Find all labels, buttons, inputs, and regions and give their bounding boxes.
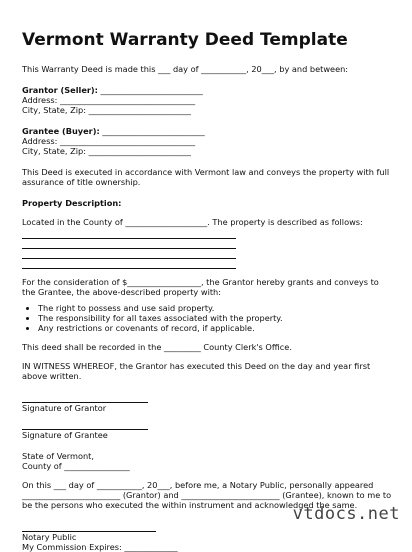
notary-signature-block: [22, 521, 394, 552]
notary-public-label: Notary Public: [22, 532, 77, 542]
commission-expires: My Commission Expires: _____________: [22, 542, 178, 552]
consideration-paragraph: For the consideration of $__________________, the Grantor hereby grants and conveys to the Grantee, the above-described property with:: [22, 277, 379, 297]
witness-paragraph: IN WITNESS WHEREOF, the Grantor has executed this Deed on the day and year first above written.: [22, 361, 371, 381]
recorded-paragraph: This deed shall be recorded in the _________ County Clerk's Office.: [22, 342, 292, 352]
conveyance-list: [22, 303, 394, 333]
grantor-address: Address: _________________________________: [22, 95, 196, 105]
grantee-city: City, State, Zip: _________________________: [22, 146, 191, 156]
grantee-signature-block: [22, 419, 394, 440]
blank-line: [22, 249, 236, 259]
state-line: State of Vermont,: [22, 451, 94, 461]
grantor-signature-label: Signature of Grantor: [22, 403, 107, 413]
located-paragraph: Located in the County of ____________________. The property is described as follows:: [22, 217, 363, 227]
grantee-name-line: _________________________: [99, 126, 205, 136]
county-line: County of ________________: [22, 461, 130, 471]
list-item: • The responsibility for all taxes associated with the property.: [38, 313, 394, 323]
description-blank-lines: [22, 229, 394, 269]
blank-line: [22, 239, 236, 249]
grantee-signature-label: Signature of Grantee: [22, 430, 108, 440]
blank-line: [22, 229, 236, 239]
document-page: [22, 30, 394, 552]
grantee-name-row: [22, 126, 394, 136]
list-item: • Any restrictions or covenants of record, if applicable.: [38, 323, 394, 333]
grantee-block: [22, 126, 394, 156]
notary-paragraph: On this ___ day of ___________, 20___, before me, a Notary Public, personally appeared ________________________ (Grantor) and ________________________ (Grantee), known to me to be the persons who executed the within instrument and acknowledged the same.: [22, 480, 392, 510]
grantee-heading: Grantee (Buyer):: [22, 126, 100, 136]
blank-line: [22, 259, 236, 269]
property-heading: Property Description:: [22, 198, 122, 208]
grantee-signature-line: [22, 419, 148, 430]
grantor-heading: Grantor (Seller):: [22, 85, 98, 95]
grantor-signature-block: [22, 392, 394, 413]
list-item: • The right to possess and use said property.: [38, 303, 394, 313]
executed-paragraph: This Deed is executed in accordance with Vermont law and conveys the property with full assurance of title ownership.: [22, 167, 390, 187]
document-title: Vermont Warranty Deed Template: [22, 30, 348, 50]
site-watermark: vtdocs.net: [292, 504, 400, 524]
intro-paragraph: This Warranty Deed is made this ___ day of ___________, 20___, by and between:: [22, 64, 349, 74]
grantee-address: Address: _________________________________: [22, 136, 196, 146]
grantor-signature-line: [22, 392, 148, 403]
grantor-city: City, State, Zip: _________________________: [22, 105, 191, 115]
grantor-name-row: [22, 85, 394, 95]
notary-signature-line: [22, 521, 156, 532]
grantor-name-line: _________________________: [97, 85, 203, 95]
grantor-block: [22, 85, 394, 115]
